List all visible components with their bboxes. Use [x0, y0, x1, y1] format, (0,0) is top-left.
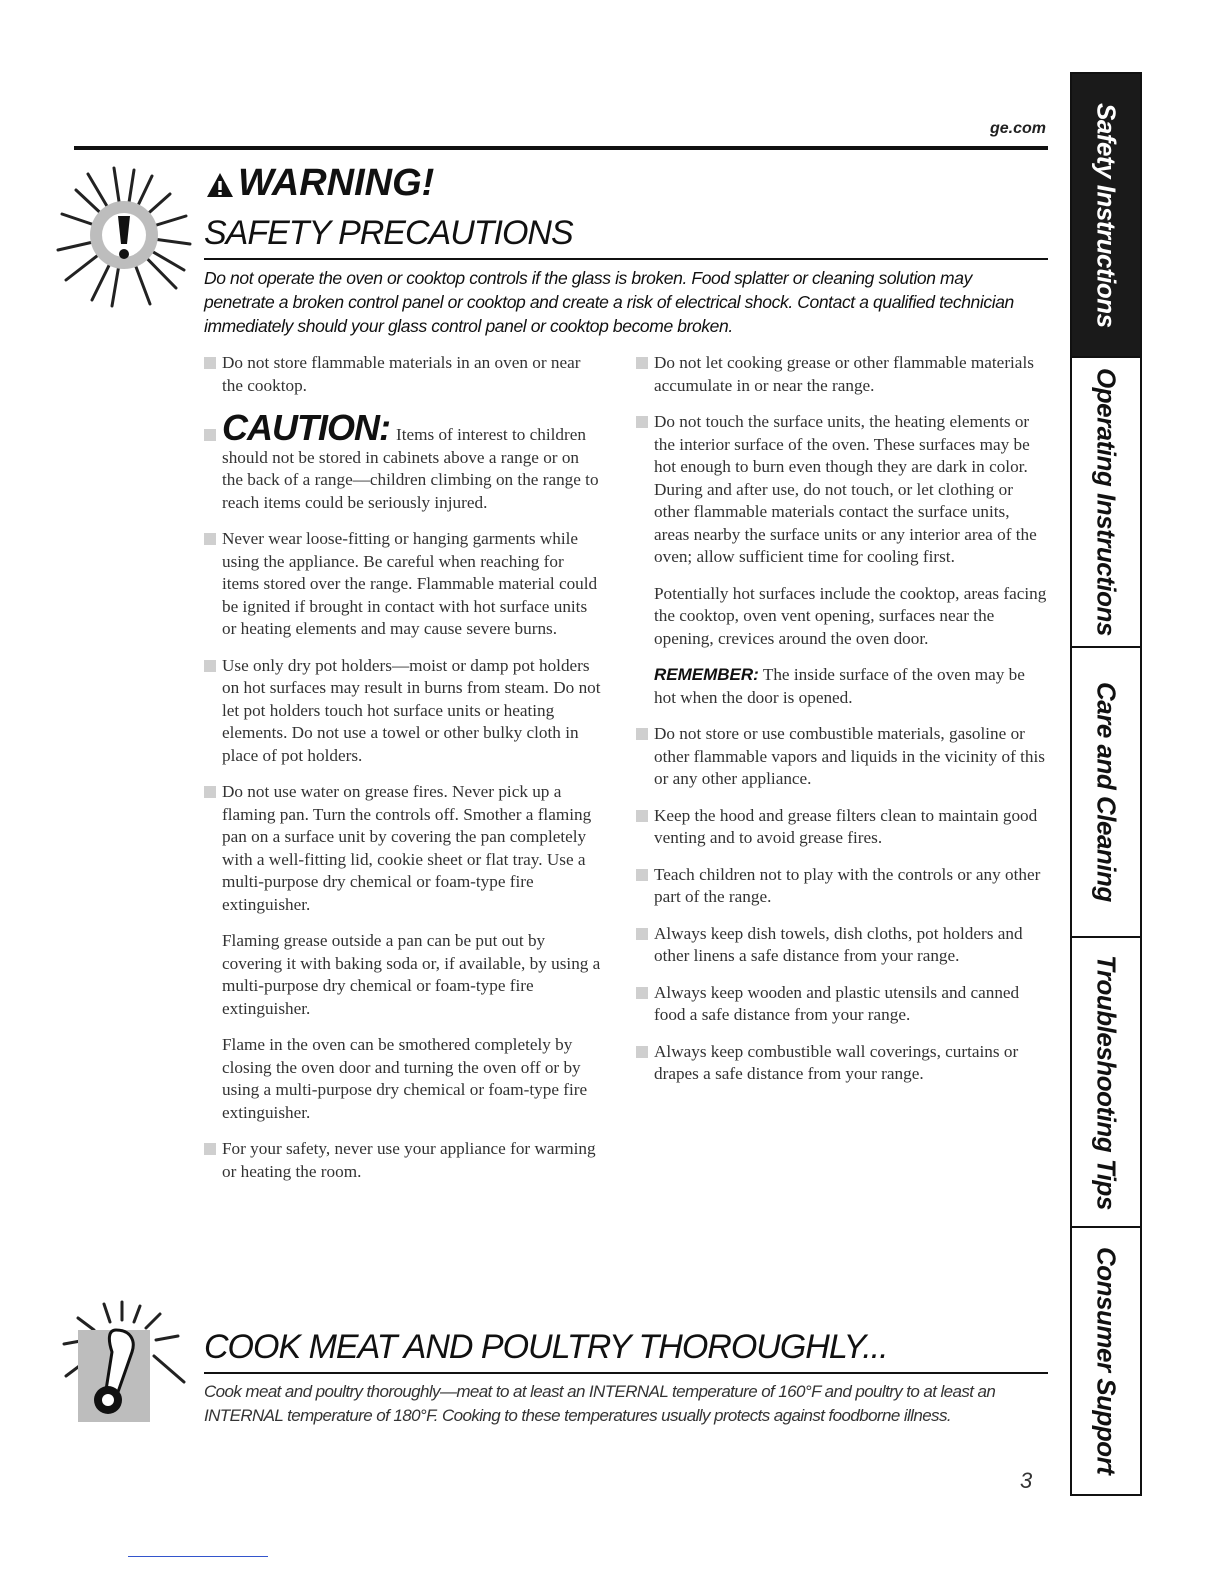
- list-item: [204, 1138, 604, 1183]
- list-item-text: Teach children not to play with the controls or any other part of the range.: [654, 864, 1041, 906]
- list-item-text: Always keep combustible wall coverings, curtains or drapes a safe distance from your range.: [654, 1041, 1019, 1083]
- cook-section-title: COOK MEAT AND POULTRY THOROUGHLY...: [204, 1328, 888, 1366]
- tab-label: Consumer Support: [1091, 1247, 1122, 1475]
- bullet-square-icon: [636, 928, 648, 940]
- bullet-square-icon: [636, 987, 648, 999]
- list-item-text: Do not store or use combustible materials, gasoline or other flammable vapors and liquids in the vicinity of this or any other appliance.: [654, 724, 1045, 788]
- site-url: ge.com: [989, 120, 1046, 137]
- list-item: [204, 528, 604, 641]
- warning-starburst-icon: [52, 160, 196, 310]
- bullet-square-icon: [636, 810, 648, 822]
- list-item-text: Do not store flammable materials in an oven or near the cooktop.: [222, 353, 581, 395]
- tab-label: Troubleshooting Tips: [1091, 954, 1122, 1210]
- list-item: [204, 655, 604, 768]
- bullet-square-icon: [204, 357, 216, 369]
- remember-label: REMEMBER:: [654, 665, 759, 684]
- list-item: [636, 723, 1048, 791]
- alert-triangle-icon: [206, 172, 234, 198]
- list-item-text: For your safety, never use your appliance for warming or heating the room.: [222, 1139, 596, 1181]
- thermometer-burst-icon: [60, 1300, 190, 1430]
- remember-text: The inside surface of the oven may be hot when the door is opened.: [654, 665, 1025, 707]
- bullet-square-icon: [636, 1046, 648, 1058]
- bullet-square-icon: [204, 660, 216, 672]
- page-number: 3: [1020, 1468, 1033, 1493]
- paragraph: Potentially hot surfaces include the cooktop, areas facing the cooktop, oven vent opening, surfaces near the opening, crevices around the oven door.: [654, 583, 1047, 648]
- list-item: [636, 1041, 1048, 1086]
- left-column: [204, 352, 604, 1197]
- list-item-text: Keep the hood and grease filters clean to maintain good venting and to avoid grease fires.: [654, 805, 1038, 847]
- list-item: [636, 923, 1048, 968]
- bullet-square-icon: [636, 728, 648, 740]
- tab-care-and-cleaning[interactable]: [1072, 648, 1140, 938]
- bullet-square-icon: [204, 1143, 216, 1155]
- tab-label: Safety Instructions: [1091, 102, 1122, 328]
- warning-subtitle: SAFETY PRECAUTIONS: [204, 214, 573, 252]
- caution-item: [204, 407, 604, 514]
- section-tabs: [1070, 72, 1142, 1496]
- cook-section-text: Cook meat and poultry thoroughly—meat to at least an INTERNAL temperature of 160°F and poultry to at least an INTERNAL temperature of 180°F. Cooking to these temperatures usually protects against foodborne illness.: [204, 1382, 996, 1425]
- footer-line: [128, 1556, 268, 1557]
- bullet-square-icon: [204, 533, 216, 545]
- tab-label: Care and Cleaning: [1091, 682, 1122, 902]
- list-item: [636, 411, 1048, 569]
- bullet-square-icon: [636, 416, 648, 428]
- list-item-text: Do not use water on grease fires. Never pick up a flaming pan. Turn the controls off. Smother a flaming pan on a surface unit by covering the pan completely with a well-fitting lid, cookie sheet or flat tray. Use a multi-purpose dry chemical or foam-type fire extinguisher.: [222, 782, 592, 914]
- warning-title: [206, 162, 434, 205]
- caution-text: Items of interest to children should not be stored in cabinets above a range or on the back of a range—children climbing on the range to reach items could be seriously injured.: [222, 425, 599, 512]
- bullet-square-icon: [204, 786, 216, 798]
- warning-rule: [204, 258, 1048, 260]
- list-item: [204, 781, 604, 916]
- list-item-text: Always keep dish towels, dish cloths, pot holders and other linens a safe distance from your range.: [654, 923, 1023, 965]
- bullet-square-icon: [636, 869, 648, 881]
- tab-safety-instructions[interactable]: [1072, 74, 1140, 358]
- list-item-text: Do not let cooking grease or other flammable materials accumulate in or near the range.: [654, 353, 1034, 395]
- list-item: [636, 982, 1048, 1027]
- caution-label: CAUTION:: [222, 407, 390, 448]
- paragraph: Flaming grease outside a pan can be put out by covering it with baking soda or, if available, by using a multi-purpose dry chemical or foam-type fire extinguisher.: [222, 931, 601, 1018]
- list-item-text: Never wear loose-fitting or hanging garments while using the appliance. Be careful when reaching for items stored over the range. Flammable material could be ignited if brought in contact with hot surface units or heating elements and may cause severe burns.: [222, 529, 598, 638]
- list-item: [636, 352, 1048, 397]
- tab-consumer-support[interactable]: [1072, 1228, 1140, 1494]
- cook-section-rule: [204, 1372, 1048, 1374]
- header-rule: [74, 146, 1048, 150]
- bullet-square-icon: [636, 357, 648, 369]
- warning-title-text: WARNING!: [238, 162, 435, 204]
- list-item-text: Always keep wooden and plastic utensils and canned food a safe distance from your range.: [654, 982, 1020, 1024]
- tab-operating-instructions[interactable]: [1072, 358, 1140, 648]
- tab-label: Operating Instructions: [1091, 368, 1122, 636]
- bullet-square-icon: [204, 429, 216, 441]
- list-item-text: Use only dry pot holders—moist or damp pot holders on hot surfaces may result in burns from steam. Do not let pot holders touch hot surface units or heating elements. Do not use a towel or other bulky cloth in place of pot holders.: [222, 655, 601, 765]
- warning-text: Do not operate the oven or cooktop controls if the glass is broken. Food splatter or cleaning solution may penetrate a broken control panel or cooktop and create a risk of electrical shock. Contact a qualified technician immediately should your glass control panel or cooktop become broken.: [204, 268, 1014, 336]
- list-item-text: Do not touch the surface units, the heating elements or the interior surface of the oven. These surfaces may be hot enough to burn even though they are dark in color. During and after use, do not touch, or let clothing or other flammable materials contact the surface units, areas nearby the surface units or any interior area of the oven; allow sufficient time for cooling first.: [654, 412, 1037, 566]
- paragraph: Flame in the oven can be smothered completely by closing the oven door and turning the oven off or by using a multi-purpose dry chemical or foam-type fire extinguisher.: [222, 1035, 588, 1122]
- list-item: [636, 805, 1048, 850]
- right-column: [636, 352, 1048, 1100]
- remember-note: [636, 664, 1048, 709]
- list-item: [204, 352, 604, 397]
- tab-troubleshooting-tips[interactable]: [1072, 938, 1140, 1228]
- list-item: [636, 864, 1048, 909]
